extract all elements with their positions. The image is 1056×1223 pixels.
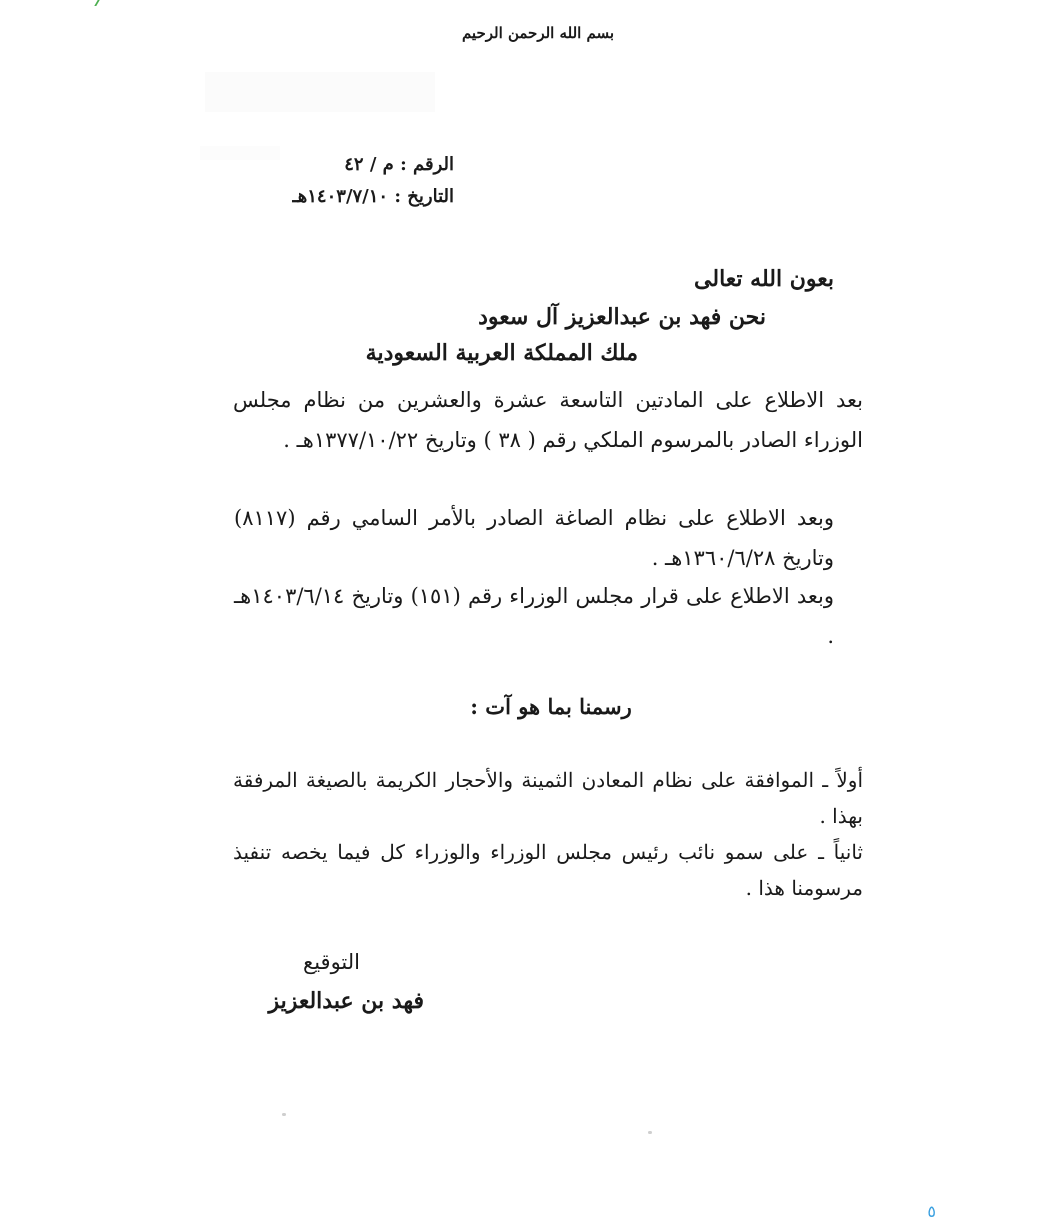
faint-mark [200,146,280,160]
reference-date: التاريخ : ١٤٠٣/٧/١٠هـ [292,186,454,207]
reference-number: الرقم : م / ٤٢ [344,154,454,175]
preamble-paragraph-3: وبعد الاطلاع على قرار مجلس الوزراء رقم (١٥١) وتاريخ ١٤٠٣/٦/١٤هـ . [234,584,834,648]
opening-line-3: ملك المملكة العربية السعودية [365,340,638,366]
scan-speck [648,1131,652,1134]
opening-line-2: نحن فهد بن عبدالعزيز آل سعود [478,304,766,330]
preamble-paragraph-1: بعد الاطلاع على المادتين التاسعة عشرة والعشرين من نظام مجلس الوزراء الصادر بالمرسوم الملكي رقم ( ٣٨ ) وتاريخ ١٣٧٧/١٠/٢٢هـ . [233,388,863,452]
article-1: أولاً ـ الموافقة على نظام المعادن الثمينة والأحجار الكريمة بالصيغة المرفقة بهذا . [233,768,863,828]
signature-label: التوقيع [303,950,360,974]
faint-stamp-area [205,72,435,112]
scan-speck [282,1113,286,1116]
article-2: ثانياً ـ على سمو نائب رئيس مجلس الوزراء والوزراء كل فيما يخصه تنفيذ مرسومنا هذا . [233,840,863,900]
opening-line-1: بعون الله تعالى [694,266,834,292]
page-number: ٥ [927,1202,936,1221]
basmala: بسم الله الرحمن الرحيم [461,24,615,42]
preamble-paragraph-2: وبعد الاطلاع على نظام الصاغة الصادر بالأمر السامي رقم (٨١١٧) وتاريخ ١٣٦٠/٦/٢٨هـ . [234,506,834,570]
decree-statement: رسمنا بما هو آت : [470,694,632,719]
signature-name: فهد بن عبدالعزيز [268,988,424,1014]
corner-mark [94,0,109,6]
